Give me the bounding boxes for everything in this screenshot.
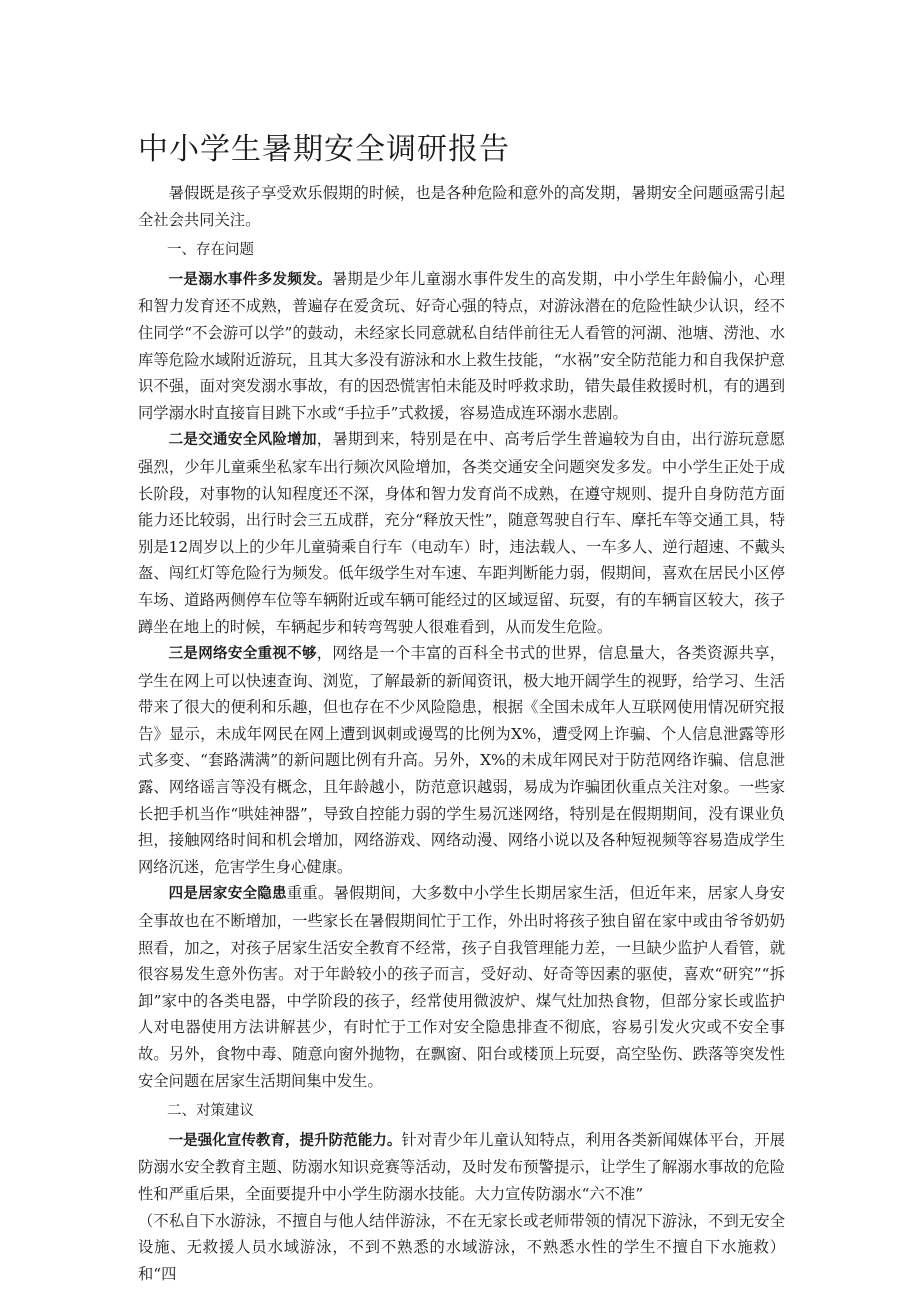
section-heading-problems: 一、存在问题 xyxy=(167,242,254,259)
paragraph-text: 重重。暑假期间，大多数中小学生长期居家生活，但近年来，居家人身安全事故也在不断增加，一些家长在暑假期间忙于工作，外出时将孩子独自留在家中或由爷爷奶奶照看，加之，对孩子居家生活安全教育不经常，孩子自我管理能力差，一旦缺少监护人看管，就很容易发生意外伤害。对于年龄较小的孩子而言，受好动、好奇等因素的驱使，喜欢“研究”“拆卸”家中的各类电器，中学阶段的孩子，经常使用微波炉、煤气灶加热食物，但部分家长或监护人对电器使用方法讲解甚少，有时忙于工作对安全隐患排查不彻底，容易引发火灾或不安全事故。另外，食物中毒、随意向窗外抛物，在飘窗、阳台或楼顶上玩耍，高空坠伤、跌落等突发性安全问题在居家生活期间集中发生。 xyxy=(138,884,785,1090)
paragraph-lead: 三是网络安全重视不够 xyxy=(168,646,317,663)
paragraph-lead: 二是交通安全风险增加 xyxy=(168,432,317,449)
paragraph-text: ，网络是一个丰富的百科全书式的世界，信息量大，各类资源共享，学生在网上可以快速查询、浏览，了解最新的新闻资讯，极大地开阔学生的视野，给学习、生活带来了很大的便利和乐趣，但也存在不少风险隐患，根据《全国未成年人互联网使用情况研究报告》显示，未成年网民在网上遭到讽刺或谩骂的比例为X%，遭受网上诈骗、个人信息泄露等形式多变、“套路满满”的新问题比例有升高。另外，X%的未成年网民对于防范网络诈骗、信息泄露、网络谣言等没有概念，且年龄越小，防范意识越弱，易成为诈骗团伙重点关注对象。一些家长把手机当作“哄娃神器”，导致自控能力弱的学生易沉迷网络，特别是在假期期间，没有课业负担，接触网络时间和机会增加，网络游戏、网络动漫、网络小说以及各种短视频等容易造成学生网络沉迷，危害学生身心健康。 xyxy=(138,644,785,876)
paragraph-home-safety xyxy=(138,880,785,1094)
paragraph-lead: 一是溺水事件多发频发。 xyxy=(168,271,332,288)
paragraph-text: 暑期是少年儿童溺水事件发生的高发期，中小学生年龄偏小，心理和智力发育还不成熟，普遍存在爱贪玩、好奇心强的特点，对游泳潜在的危险性缺少认识，经不住同学“不会游可以学”的鼓动，未经家长同意就私自结伴前往无人看管的河湖、池塘、涝池、水库等危险水域附近游玩，且其大多没有游泳和水上救生技能，“水祸”安全防范能力和自我保护意识不强，面对突发溺水事故，有的因恐慌害怕未能及时呼救求助，错失最佳救援时机，有的遇到同学溺水时直接盲目跳下水或“手拉手”式救援，容易造成连环溺水悲剧。 xyxy=(138,269,785,422)
intro-paragraph: 暑假既是孩子享受欢乐假期的时候，也是各种危险和意外的高发期，暑期安全问题亟需引起全社会共同关注。 xyxy=(138,184,785,229)
section-heading-suggestions: 二、对策建议 xyxy=(167,1103,254,1120)
paragraph-publicity xyxy=(138,1127,785,1208)
paragraph-lead: 一是强化宣传教育，提升防范能力。 xyxy=(168,1132,402,1149)
paragraph-network xyxy=(138,640,785,880)
paragraph-traffic xyxy=(138,426,785,640)
paragraph-continuation: （不私自下水游泳，不擅自与他人结伴游泳，不在无家长或老师带领的情况下游泳，不到无安全设施、无救援人员水域游泳，不到不熟悉的水域游泳，不熟悉水性的学生不擅自下水施救）和“四 xyxy=(138,1211,785,1283)
paragraph-drowning xyxy=(138,266,785,427)
paragraph-text: ，暑期到来，特别是在中、高考后学生普遍较为自由，出行游玩意愿强烈，少年儿童乘坐私家车出行频次风险增加，各类交通安全问题突发多发。中小学生正处于成长阶段，对事物的认知程度还不深，身体和智力发育尚不成熟，在遵守规则、提升自身防范方面能力还比较弱，出行时会三五成群，充分“释放天性”，随意驾驶自行车、摩托车等交通工具，特别是12周岁以上的少年儿童骑乘自行车（电动车）时，违法载人、一车多人、逆行超速、不戴头盔、闯红灯等危险行为频发。低年级学生对车速、车距判断能力弱，假期间，喜欢在居民小区停车场、道路两侧停车位等车辆附近或车辆可能经过的区域逗留、玩耍，有的车辆盲区较大，孩子蹲坐在地上的时候，车辆起步和转弯驾驶人很难看到，从而发生危险。 xyxy=(138,430,785,636)
document-title: 中小学生暑期安全调研报告 xyxy=(138,132,510,167)
paragraph-text: 针对青少年儿童认知特点，利用各类新闻媒体平台，开展防溺水安全教育主题、防溺水知识竞赛等活动，及时发布预警提示，让学生了解溺水事故的危险性和严重后果，全面要提升中小学生防溺水技能。大力宣传防溺水“六不准” xyxy=(138,1130,785,1203)
paragraph-lead: 四是居家安全隐患 xyxy=(168,886,287,903)
document-body xyxy=(138,180,785,1287)
